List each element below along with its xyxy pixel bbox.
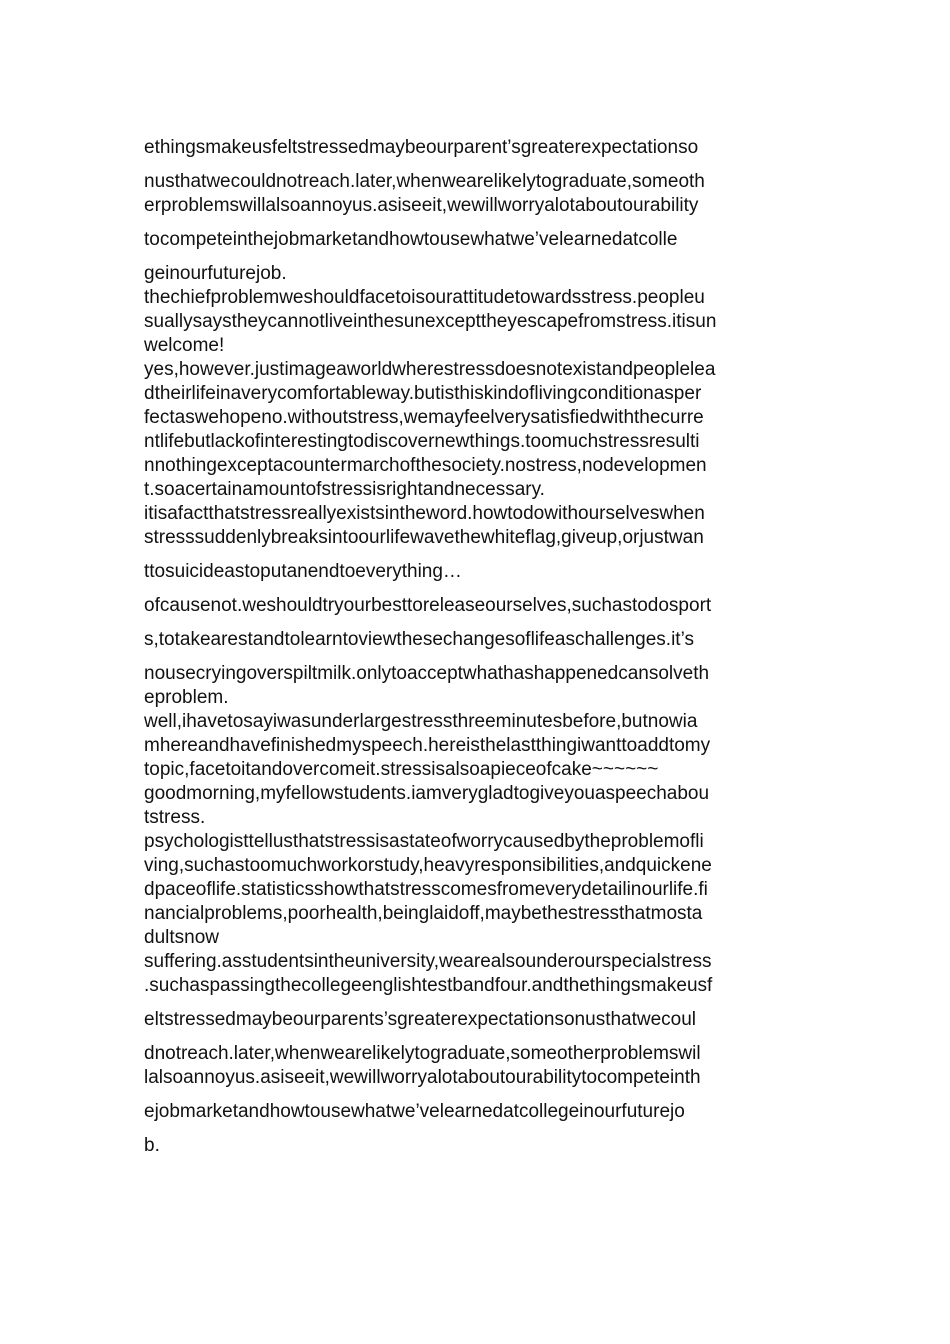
- text-line: mhereandhavefinishedmyspeech.hereisthelastthingiwanttoaddtomy: [144, 735, 711, 756]
- text-line: erproblemswillalsoannoyus.asiseeit,wewillworryalotaboutourability: [144, 195, 699, 216]
- text-line: dnotreach.later,whenwearelikelytograduate,someotherproblemswil: [144, 1043, 701, 1064]
- text-line: well,ihavetosayiwasunderlargestressthreeminutesbefore,butnowia: [144, 711, 698, 732]
- text-line: nusthatwecouldnotreach.later,whenwearelikelytograduate,someoth: [144, 171, 705, 192]
- text-line: nousecryingoverspiltmilk.onlytoacceptwhathashappenedcansolveth: [144, 663, 710, 684]
- text-line: dultsnow: [144, 927, 219, 948]
- text-line: dtheirlifeinaverycomfortableway.butisthiskindoflivingconditionasper: [144, 383, 702, 404]
- text-line: tocompeteinthejobmarketandhowtousewhatwe’velearnedatcolle: [144, 229, 678, 250]
- text-line: topic,facetoitandovercomeit.stressisalsoapieceofcake~~~~~~: [144, 759, 659, 780]
- text-line: dpaceoflife.statisticsshowthatstresscomesfromeverydetailinourlife.fi: [144, 879, 708, 900]
- text-line: nnothingexceptacountermarchofthesociety.nostress,nodevelopmen: [144, 455, 707, 476]
- text-line: eltstressedmaybeourparents’sgreaterexpectationsonusthatwecoul: [144, 1009, 697, 1030]
- text-line: fectaswehopeno.withoutstress,wemayfeelverysatisfiedwiththecurre: [144, 407, 704, 428]
- text-line: itisafactthatstressreallyexistsintheword.howtodowithourselveswhen: [144, 503, 705, 524]
- text-line: suffering.asstudentsintheuniversity,wearealsounderourspecialstress: [144, 951, 712, 972]
- text-line: suallysaystheycannotliveinthesunexcepttheyescapefromstress.itisun: [144, 311, 717, 332]
- text-line: s,totakearestandtolearntoviewthesechangesoflifeaschallenges.it’s: [144, 629, 694, 650]
- text-line: b.: [144, 1135, 160, 1156]
- text-line: lalsoannoyus.asiseeit,wewillworryalotaboutourabilitytocompeteinth: [144, 1067, 701, 1088]
- text-line: ofcausenot.weshouldtryourbesttoreleaseourselves,suchastodosport: [144, 595, 712, 616]
- text-line: stresssuddenlybreaksintoourlifewavethewhiteflag,giveup,orjustwan: [144, 527, 704, 548]
- text-line: .suchaspassingthecollegeenglishtestbandfour.andthethingsmakeusf: [144, 975, 713, 996]
- text-line: geinourfuturejob.: [144, 263, 287, 284]
- text-line: nancialproblems,poorhealth,beinglaidoff,maybethestressthatmosta: [144, 903, 703, 924]
- text-line: goodmorning,myfellowstudents.iamverygladtogiveyouaspeechabou: [144, 783, 710, 804]
- text-line: ethingsmakeusfeltstressedmaybeourparent’sgreaterexpectationso: [144, 137, 699, 158]
- text-line: t.soacertainamountofstressisrightandnecessary.: [144, 479, 545, 500]
- text-line: yes,however.justimageaworldwherestressdoesnotexistandpeoplelea: [144, 359, 716, 380]
- text-line: eproblem.: [144, 687, 229, 708]
- text-line: tstress.: [144, 807, 206, 828]
- text-line: psychologisttellusthatstressisastateofworrycausedbytheproblemofli: [144, 831, 704, 852]
- text-line: ejobmarketandhowtousewhatwe’velearnedatcollegeinourfuturejo: [144, 1101, 685, 1122]
- text-line: ntlifebutlackofinterestingtodiscovernewthings.toomuchstressresulti: [144, 431, 700, 452]
- text-line: thechiefproblemweshouldfacetoisourattitudetowardsstress.peopleu: [144, 287, 705, 308]
- text-line: welcome!: [144, 335, 225, 356]
- document-body: [144, 136, 809, 1158]
- text-line: ving,suchastoomuchworkorstudy,heavyresponsibilities,andquickene: [144, 855, 712, 876]
- text-line: ttosuicideastoputanendtoeverything…: [144, 561, 462, 582]
